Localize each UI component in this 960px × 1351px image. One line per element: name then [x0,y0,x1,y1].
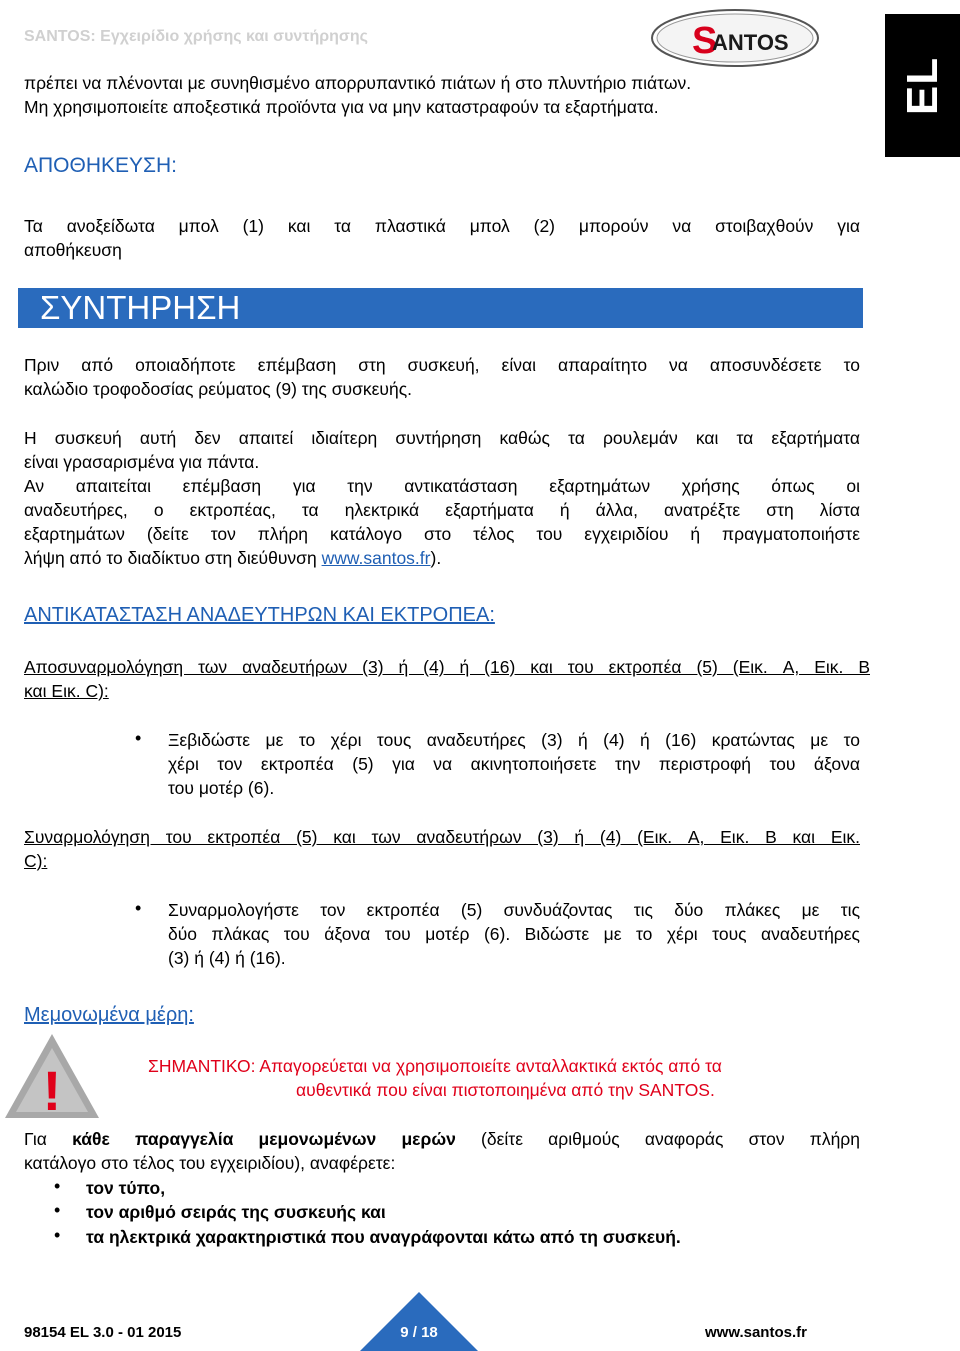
list-bullet: • [54,1225,61,1245]
order-line-2: κατάλογο στο τέλος του εγχειριδίου), αναφέρετε: [24,1153,396,1173]
maintenance-heading: ΣΥΝΤΗΡΗΣΗ [40,289,241,326]
page-number: 9 / 18 [400,1324,438,1341]
replacement-heading: ΑΝΤΙΚΑΤΑΣΤΑΣΗ ΑΝΑΔΕΥΤΗΡΩΝ ΚΑΙ ΕΚΤΡΟΠΕΑ: [24,604,495,626]
svg-text:!: ! [42,1059,62,1122]
disassembly-line-1: Αποσυναρμολόγηση των αναδευτήρων (3) ή (4) ή (16) και του εκτροπέα (5) (Εικ. A, Εικ. B [24,657,870,677]
maint-p3-line-4-post: ). [430,548,442,568]
maint-p3-line-1: Αν απαιτείται επέμβαση για την αντικατάσταση εξαρτημάτων χρήσης όπως οι [24,476,860,496]
assembly-bullet-line-3: (3) ή (4) ή (16). [168,948,286,968]
warning-icon [2,1030,102,1122]
list-item: τον αριθμό σειράς της συσκευής και [86,1202,386,1222]
maint-p3-line-4 [24,546,441,570]
assembly-bullet-line-1: Συναρμολογήστε τον εκτροπέα (5) συνδυάζοντας τις δύο πλάκες με τις [168,900,860,920]
maint-p3-line-4-pre: λήψη από το διαδίκτυο στη διεύθυνση [24,548,322,568]
list-bullet: • [54,1200,61,1220]
order-line-1 [24,1127,860,1151]
maintenance-banner [18,288,863,328]
maint-p3-line-2: αναδευτήρες, ο εκτροπέας, τα ηλεκτρικά εξαρτήματα ή άλλα, ανατρέξτε στη λίστα [24,500,860,520]
maint-p2-line-2: είναι γρασαρισμένα για πάντα. [24,452,260,472]
header-title: SANTOS: Εγχειρίδιο χρήσης και συντήρησης [24,28,368,45]
important-text-1: Απαγορεύεται να χρησιμοποιείτε ανταλλακτικά εκτός από τα [255,1056,722,1076]
santos-website-link[interactable]: www.santos.fr [321,548,431,568]
maint-p1-line-2: καλώδιο τροφοδοσίας ρεύματος (9) της συσκευής. [24,379,413,399]
disassembly-bullet-line-2: χέρι τον εκτροπέα (5) για να ακινητοποιήσετε την περιστροφή του άξονα [168,754,860,774]
svg-text:ANTOS: ANTOS [712,30,789,55]
footer-website[interactable]: www.santos.fr [705,1324,807,1341]
disassembly-line-2: και Εικ. C): [24,681,109,701]
disassembly-bullet-line-1: Ξεβιδώστε με το χέρι τους αναδευτήρες (3) ή (4) ή (16) κρατώντας με το [168,730,860,750]
order-pre: Για [24,1129,73,1149]
language-code: EL [897,56,947,115]
list-bullet: • [54,1176,61,1196]
important-line-2: αυθεντικά που είναι πιστοποιημένα από την SANTOS. [296,1080,715,1100]
svg-text:S: S [692,20,718,62]
order-post: (δείτε αριθμούς αναφοράς στον πλήρη [455,1129,860,1149]
assembly-line-2: C): [24,851,48,871]
disassembly-bullet-line-3: του μοτέρ (6). [168,778,275,798]
language-tab [885,14,960,157]
assembly-bullet: • [135,898,142,918]
maint-p3-line-3: εξαρτημάτων (δείτε τον πλήρη κατάλογο στο τέλος του εγχειριδίου ή πραγματοποιήστε [24,524,860,544]
important-label: ΣΗΜΑΝΤΙΚΟ: [148,1056,256,1076]
intro-line-2: Μη χρησιμοποιείτε αποξεστικά προϊόντα για να μην καταστραφούν τα εξαρτήματα. [24,97,659,117]
maint-p2-line-1: Η συσκευή αυτή δεν απαιτεί ιδιαίτερη συντήρηση καθώς τα ρουλεμάν και τα εξαρτήματα [24,428,860,448]
important-line-1 [148,1054,722,1078]
assembly-bullet-line-2: δύο πλάκας του άξονα του μοτέρ (6). Βιδώστε με το χέρι τους αναδευτήρες [168,924,860,944]
page-number-badge [360,1292,478,1351]
storage-line-1: Τα ανοξείδωτα μπολ (1) και τα πλαστικά μπολ (2) μπορούν να στοιβαχθούν για [24,216,860,236]
list-item: τον τύπο, [86,1178,166,1198]
spare-parts-heading: Μεμονωμένα μέρη: [24,1004,194,1026]
santos-logo [650,8,820,68]
assembly-line-1: Συναρμολόγηση του εκτροπέα (5) και των αναδευτήρων (3) ή (4) (Εικ. A, Εικ. B και Εικ. [24,827,860,847]
list-item: τα ηλεκτρικά χαρακτηριστικά που αναγράφονται κάτω από τη συσκευή. [86,1227,681,1247]
storage-line-2: αποθήκευση [24,240,122,260]
storage-heading: ΑΠΟΘΗΚΕΥΣΗ: [24,154,178,177]
disassembly-bullet: • [135,728,142,748]
maint-p1-line-1: Πριν από οποιαδήποτε επέμβαση στη συσκευή, είναι απαραίτητο να αποσυνδέσετε το [24,355,860,375]
order-bold: κάθε παραγγελία μεμονωμένων μερών [72,1129,456,1149]
intro-line-1: πρέπει να πλένονται με συνηθισμένο απορρυπαντικό πιάτων ή στο πλυντήριο πιάτων. [24,73,692,93]
footer-doc-ref: 98154 EL 3.0 - 01 2015 [24,1324,182,1341]
